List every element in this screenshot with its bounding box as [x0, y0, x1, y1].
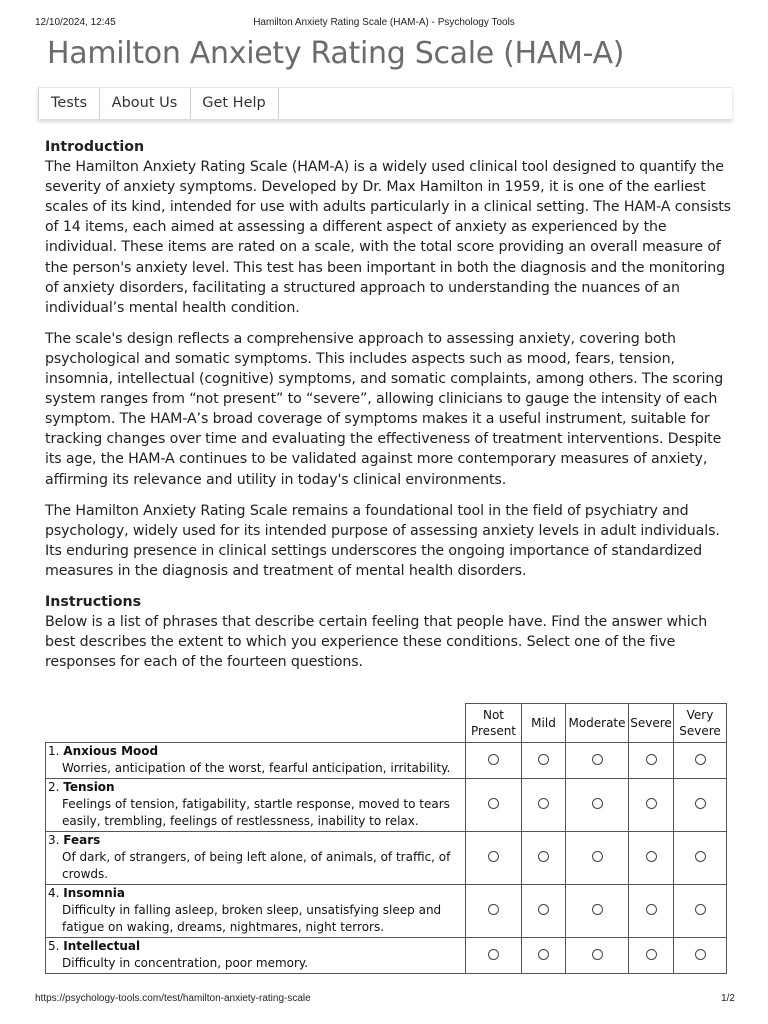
- radio-moderate[interactable]: [592, 851, 603, 862]
- question-number: 1.: [48, 744, 60, 758]
- radio-severe[interactable]: [646, 949, 657, 960]
- question-cell: [46, 832, 466, 885]
- question-title: Fears: [63, 833, 101, 847]
- question-title: Anxious Mood: [63, 744, 159, 758]
- radio-moderate[interactable]: [592, 904, 603, 915]
- question-description: Worries, anticipation of the worst, fearful anticipation, irritability.: [62, 761, 451, 775]
- nav-tab-tests[interactable]: Tests: [38, 88, 100, 119]
- intro-paragraph: The scale's design reflects a comprehensive approach to assessing anxiety, covering both psychological and somatic symptoms. This includes aspects such as mood, fears, tension, insomnia, intellectual (cognitive) symptoms, and somatic complaints, among others. The scoring system ranges from “not present” to “severe”, allowing clinicians to gauge the intensity of each symptom. The HAM-A’s broad coverage of symptoms makes it a useful instrument, suitable for tracking changes over time and evaluating the effectiveness of treatment interventions. Despite its age, the HAM-A continues to be validated against more contemporary measures of anxiety, affirming its relevance and utility in today's clinical environments.: [45, 330, 724, 488]
- question-number: 5.: [48, 939, 60, 953]
- radio-very-severe[interactable]: [695, 904, 706, 915]
- radio-severe[interactable]: [646, 904, 657, 915]
- radio-very-severe[interactable]: [695, 798, 706, 809]
- radio-moderate[interactable]: [592, 949, 603, 960]
- radio-very-severe[interactable]: [695, 851, 706, 862]
- table-row: [46, 832, 727, 885]
- question-cell: [46, 938, 466, 974]
- article-content: [45, 137, 735, 683]
- question-description: Of dark, of strangers, of being left alone, of animals, of traffic, of crowds.: [62, 850, 451, 881]
- radio-severe[interactable]: [646, 851, 657, 862]
- page-number: 1/2: [721, 993, 735, 1004]
- nav-tab-about-us[interactable]: About Us: [99, 88, 191, 119]
- intro-paragraph: The Hamilton Anxiety Rating Scale remains a foundational tool in the field of psychiatry and psychology, widely used for its intended purpose of assessing anxiety levels in adult individuals. Its enduring presence in clinical settings underscores the ongoing importance of standardized measures in the diagnosis and treatment of mental health disorders.: [45, 502, 720, 579]
- radio-moderate[interactable]: [592, 798, 603, 809]
- question-number: 3.: [48, 833, 60, 847]
- question-cell: [46, 779, 466, 832]
- instructions-text: Below is a list of phrases that describe certain feeling that people have. Find the answer which best describes the extent to which you experience these conditions. Select one of the five responses for each of the fourteen questions.: [45, 614, 708, 671]
- print-url: https://psychology-tools.com/test/hamilton-anxiety-rating-scale: [35, 993, 311, 1004]
- radio-mild[interactable]: [538, 798, 549, 809]
- question-number: 4.: [48, 886, 60, 900]
- instructions-heading: Instructions: [45, 593, 142, 610]
- question-cell: [46, 885, 466, 938]
- table-row: [46, 938, 727, 974]
- rating-table: [45, 703, 727, 974]
- radio-mild[interactable]: [538, 754, 549, 765]
- print-header: [0, 17, 768, 31]
- question-number: 2.: [48, 780, 60, 794]
- print-document-title: Hamilton Anxiety Rating Scale (HAM-A) - Psychology Tools: [253, 17, 515, 28]
- radio-severe[interactable]: [646, 798, 657, 809]
- column-header: Moderate: [566, 704, 629, 743]
- radio-severe[interactable]: [646, 754, 657, 765]
- question-description: Feelings of tension, fatigability, startle response, moved to tears easily, trembling, feelings of restlessness, inability to relax.: [62, 797, 450, 828]
- radio-not-present[interactable]: [488, 851, 499, 862]
- table-header-blank: [46, 704, 466, 743]
- radio-not-present[interactable]: [488, 904, 499, 915]
- column-header: Mild: [522, 704, 566, 743]
- table-header-row: [46, 704, 727, 743]
- table-row: [46, 885, 727, 938]
- radio-not-present[interactable]: [488, 754, 499, 765]
- radio-not-present[interactable]: [488, 798, 499, 809]
- table-row: [46, 779, 727, 832]
- radio-mild[interactable]: [538, 851, 549, 862]
- table-row: [46, 743, 727, 779]
- page-title: Hamilton Anxiety Rating Scale (HAM-A): [47, 36, 625, 71]
- intro-paragraph: The Hamilton Anxiety Rating Scale (HAM-A) is a widely used clinical tool designed to quantify the severity of anxiety symptoms. Developed by Dr. Max Hamilton in 1959, it is one of the earliest scales of its kind, intended for use with adults particularly in a clinical setting. The HAM-A consists of 14 items, each aimed at assessing a different aspect of anxiety as experienced by the individual. These items are rated on a scale, with the total score providing an overall measure of the person's anxiety level. This test has been important in both the diagnosis and the monitoring of anxiety disorders, facilitating a structured approach to understanding the nuances of an individual’s mental health condition.: [45, 159, 731, 316]
- print-footer: [0, 993, 768, 1007]
- column-header: Not Present: [466, 704, 522, 743]
- question-title: Intellectual: [63, 939, 141, 953]
- introduction-heading: Introduction: [45, 139, 145, 155]
- question-description: Difficulty in concentration, poor memory.: [62, 956, 309, 970]
- radio-moderate[interactable]: [592, 754, 603, 765]
- question-cell: [46, 743, 466, 779]
- column-header: Very Severe: [674, 704, 727, 743]
- radio-very-severe[interactable]: [695, 949, 706, 960]
- nav-bar: [38, 87, 732, 119]
- column-header: Severe: [629, 704, 674, 743]
- print-datetime: 12/10/2024, 12:45: [35, 17, 116, 28]
- radio-mild[interactable]: [538, 949, 549, 960]
- nav-tab-get-help[interactable]: Get Help: [190, 88, 279, 119]
- question-title: Insomnia: [63, 886, 125, 900]
- question-description: Difficulty in falling asleep, broken sleep, unsatisfying sleep and fatigue on waking, dreams, nightmares, night terrors.: [62, 903, 442, 934]
- radio-mild[interactable]: [538, 904, 549, 915]
- radio-very-severe[interactable]: [695, 754, 706, 765]
- question-title: Tension: [63, 780, 115, 794]
- radio-not-present[interactable]: [488, 949, 499, 960]
